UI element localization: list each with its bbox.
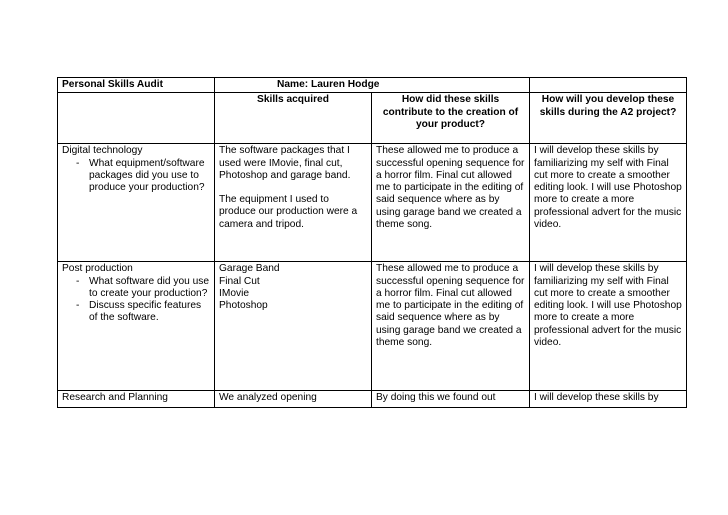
software-list: Garage Band Final Cut IMovie Photoshop xyxy=(219,263,280,312)
table-row xyxy=(58,144,687,262)
development-cell: I will develop these skills by xyxy=(530,391,687,408)
skills-audit-table xyxy=(57,77,687,408)
column-header-skills: Skills acquired xyxy=(215,93,372,144)
student-name: Name: Lauren Hodge xyxy=(215,78,530,93)
area-cell: Research and Planning xyxy=(58,391,215,408)
skills-paragraph: The software packages that I used were IMovie, final cut, Photoshop and garage band. xyxy=(219,145,351,181)
table-row xyxy=(58,391,687,408)
table-row xyxy=(58,262,687,391)
column-header-row xyxy=(58,93,687,144)
question-item: - What software did you use to create your production? xyxy=(76,275,210,299)
contribution-cell: These allowed me to produce a successful opening sequence for a horror film. Final cut allowed me to participate in the editing of said sequence where as by using garage band we created a theme song. xyxy=(372,144,530,262)
skills-paragraph: The equipment I used to produce our production were a camera and tripod. xyxy=(219,194,358,230)
question-list xyxy=(62,158,210,195)
list-marker: - xyxy=(76,300,80,312)
question-item: - Discuss specific features of the software. xyxy=(76,300,202,324)
development-cell: I will develop these skills by familiarizing my self with Final cut more to create a smoother editing look. I will use Photoshop more to create a more professional advert for the music video. xyxy=(530,262,687,391)
document-title: Personal Skills Audit xyxy=(58,78,215,93)
list-marker: - xyxy=(76,275,80,287)
area-cell xyxy=(58,262,215,391)
question-item: - What equipment/software packages did you use to produce your production? xyxy=(76,157,205,194)
skills-cell xyxy=(215,262,372,391)
list-marker: - xyxy=(76,157,80,169)
contribution-cell: These allowed me to produce a successful opening sequence for a horror film. Final cut allowed me to participate in the editing of said sequence where as by using garage band we created a theme song. xyxy=(372,262,530,391)
title-row-blank xyxy=(530,78,687,93)
skills-cell xyxy=(215,144,372,262)
question-list xyxy=(62,276,210,325)
area-cell xyxy=(58,144,215,262)
column-header-development: How will you develop these skills during the A2 project? xyxy=(530,93,687,144)
column-header-contribution: How did these skills contribute to the creation of your product? xyxy=(372,93,530,144)
area-label: Digital technology xyxy=(62,145,143,157)
title-row xyxy=(58,78,687,93)
area-label: Post production xyxy=(62,263,133,275)
contribution-cell: By doing this we found out xyxy=(372,391,530,408)
column-header-area xyxy=(58,93,215,144)
skills-cell: We analyzed opening xyxy=(215,391,372,408)
skills-audit-document xyxy=(57,77,686,408)
development-cell: I will develop these skills by familiarizing my self with Final cut more to create a smoother editing look. I will use Photoshop more to create a more professional advert for the music video. xyxy=(530,144,687,262)
